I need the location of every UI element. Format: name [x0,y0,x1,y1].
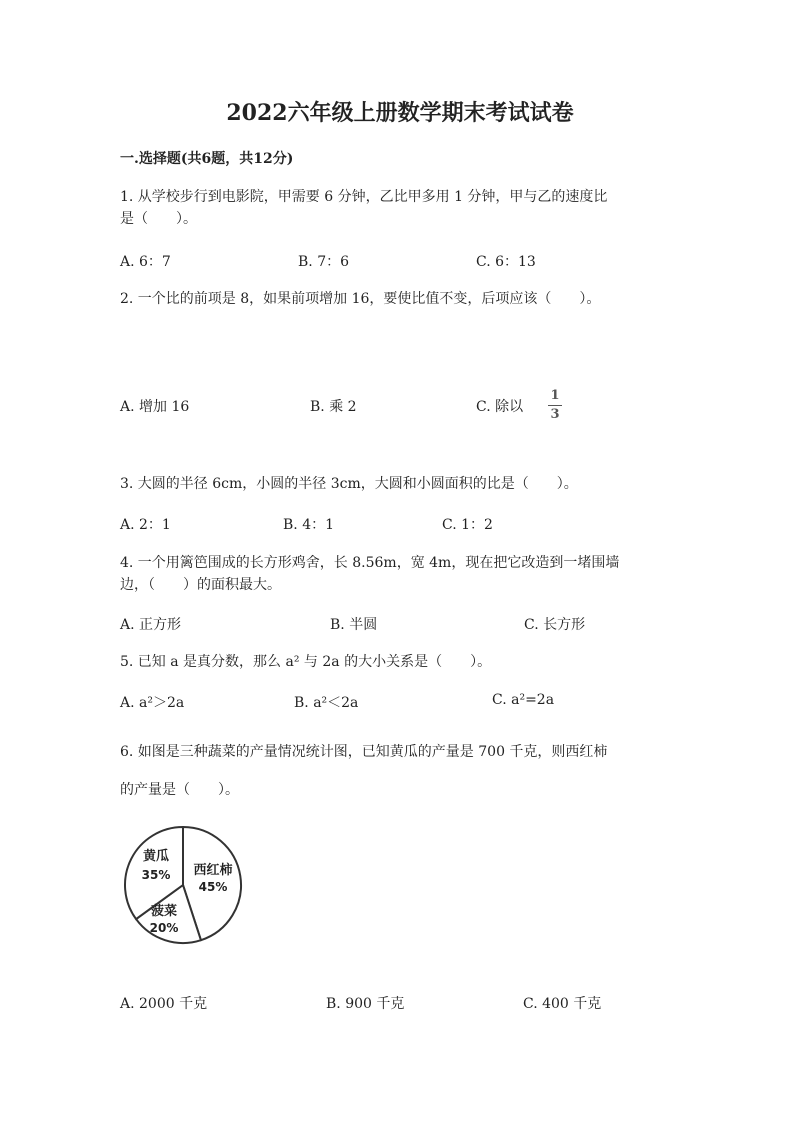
question-1-stem [120,186,680,230]
fraction-one-third [548,388,562,423]
question-4-option-a[interactable]: A. 正方形 [120,617,182,633]
question-6-line-1: 6. 如图是三种蔬菜的产量情况统计图，已知黄瓜的产量是 700 千克，则西红柿 [120,744,608,760]
question-4-option-b[interactable]: B. 半圆 [330,617,378,633]
question-3-option-b[interactable]: B. 4：1 [283,517,335,533]
pie-label: 黄瓜 [142,849,170,864]
question-1-option-a[interactable]: A. 6：7 [120,254,171,270]
fraction-denominator: 3 [550,407,560,422]
question-1-line-2: 是（ ）。 [120,211,197,227]
pie-label: 菠菜 [150,904,178,919]
section-heading: 一.选择题(共6题，共12分) [120,151,294,167]
question-4-line-1: 4. 一个用篱笆围成的长方形鸡舍，长 8.56m，宽 4m，现在把它改造到一堵围墙 [120,555,620,571]
question-2-option-a[interactable]: A. 增加 16 [120,399,190,415]
question-1-option-b[interactable]: B. 7：6 [298,254,350,270]
question-6-line-2: 的产量是（ ）。 [120,782,239,798]
fraction-bar [548,405,562,406]
question-5-option-c[interactable]: C. a²=2a [492,692,555,708]
question-5-option-a[interactable]: A. a²＞2a [120,695,185,711]
question-4-line-2: 边，（ ）的面积最大。 [120,577,281,593]
question-6-option-a[interactable]: A. 2000 千克 [120,996,208,1012]
question-2-option-c[interactable]: C. 除以 [476,399,524,415]
pie-value-label: 45% [198,880,228,894]
pie-chart [118,822,248,948]
question-3-option-a[interactable]: A. 2：1 [120,517,171,533]
question-6-stem [120,733,680,809]
page-title: 2022六年级上册数学期末考试试卷 [226,100,574,126]
question-4-stem [120,552,680,596]
question-2-option-b[interactable]: B. 乘 2 [310,399,357,415]
pie-value-label: 20% [149,921,179,935]
question-4-option-c[interactable]: C. 长方形 [524,617,586,633]
question-3-stem: 3. 大圆的半径 6cm，小圆的半径 3cm，大圆和小圆面积的比是（ ）。 [120,476,578,492]
fraction-numerator: 1 [550,388,560,403]
question-5-stem: 5. 已知 a 是真分数，那么 a² 与 2a 的大小关系是（ ）。 [120,654,492,670]
question-5-option-b[interactable]: B. a²＜2a [294,695,359,711]
question-2-stem: 2. 一个比的前项是 8，如果前项增加 16，要使比值不变，后项应该（ ）。 [120,291,601,307]
pie-label: 西红柿 [193,863,233,878]
pie-value-label: 35% [141,868,171,882]
question-1-line-1: 1. 从学校步行到电影院，甲需要 6 分钟，乙比甲多用 1 分钟，甲与乙的速度比 [120,189,608,205]
question-3-option-c[interactable]: C. 1：2 [442,517,493,533]
question-6-option-b[interactable]: B. 900 千克 [326,996,405,1012]
question-6-option-c[interactable]: C. 400 千克 [523,996,602,1012]
question-1-option-c[interactable]: C. 6：13 [476,254,536,270]
